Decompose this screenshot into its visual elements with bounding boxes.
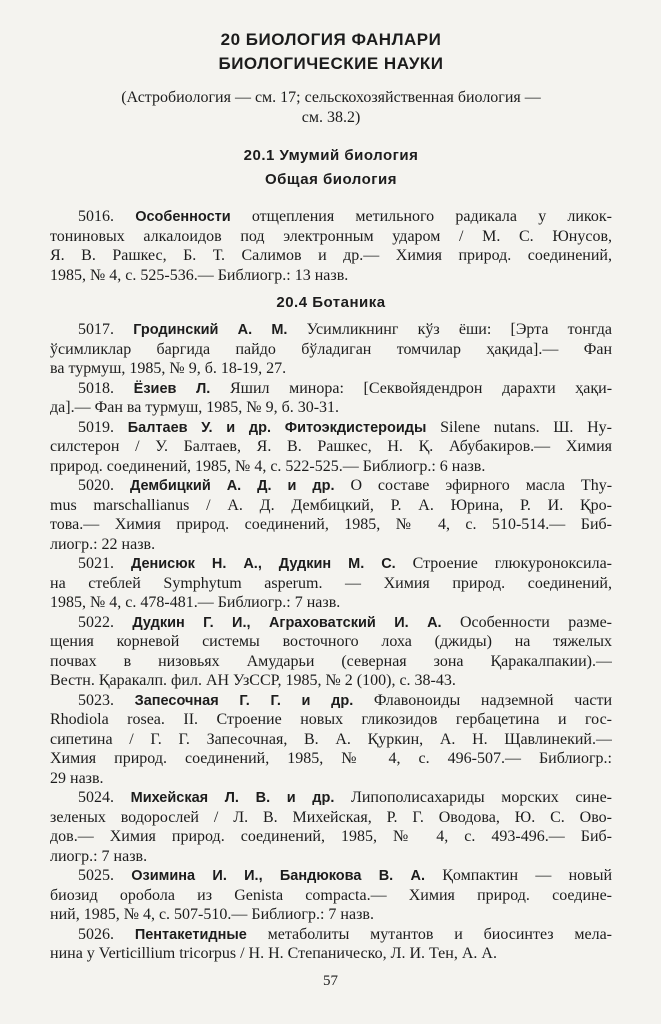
entry-author-bold: Пентакетидные [134,926,247,943]
entry-text: Флавоноиды надземной части [373,691,612,709]
entry-text: О составе эфирного масла Thy- [350,477,612,494]
entry-line [50,554,612,574]
entry-line: ний, 1985, № 4, с. 507-510.— Библиогр.: 7 назв. [50,906,374,923]
entry-author-bold: Ёзиев Л. [133,380,211,397]
page-number: 57 [323,973,338,989]
entry-line: биозид оробола из Genista compacta.— Химия природ. соедине- [50,886,612,904]
bibliography-entry [50,554,612,613]
entry-author-bold: Михейская Л. В. и др. [130,790,335,806]
entry-line: нина у Verticillium tricorpus / Н. Н. Степаническо, Л. И. Тен, А. А. [50,945,497,962]
entry-author-bold: Денисюк Н. А., Дудкин М. С. [130,556,396,572]
entry-line: лиогр.: 7 назв. [50,847,148,865]
bibliography-entry [50,320,612,379]
entry-text: Особенности разме- [460,613,612,631]
entry-line [50,320,612,340]
entry-line: дов.— Химия природ. соединений, 1985, № 4, с. 493-496.— Биб- [50,828,612,845]
bibliography-entry-5016 [50,207,612,285]
entry-number: 5021. [78,555,114,572]
entry-number: 5022. [78,613,114,631]
entry-line: на стеблей Symphytum asperum. — Химия природ. соединений, [50,574,612,592]
entry-text: метаболиты мутантов и биосинтез мела- [267,925,612,943]
entry-number: 5020. [78,477,114,494]
entry-number: 5017. [78,321,114,338]
entry-line: ва турмуш, 1985, № 9, б. 18-19, 27. [50,360,287,377]
entry-line: това.— Химия природ. соединений, 1985, № 4, с. 510-514.— Биб- [50,516,612,533]
bibliography-entry [50,476,612,554]
entry-number: 5024. [78,789,114,806]
entry-title-bold: Особенности [135,209,231,225]
bibliography-list [50,320,612,964]
bibliography-entry [50,379,612,418]
entry-line: Я. В. Рашкес, Б. Т. Салимов и др.— Химия природ. соединений, [50,247,612,264]
entry-text: Яшил минора: [Секвойядендрон дарахти ҳақи- [229,379,612,397]
entry-line: щения корневой системы восточного лоха (джиды) на тяжелых [50,633,612,650]
cross-reference [50,88,612,128]
entry-number: 5018. [78,379,114,397]
entry-number: 5026. [78,925,114,943]
entry-line [50,925,612,945]
entry-author-bold: Запесочная Г. Г. и др. [134,692,354,709]
entry-line [50,788,612,808]
entry-line [50,418,612,438]
bibliography-entry [50,788,612,866]
entry-line: да].— Фан ва турмуш, 1985, № 9, б. 30-31. [50,399,340,416]
entry-author-bold: Дембицкий А. Д. и др. [129,478,335,494]
entry-number: 5019. [78,418,114,436]
chapter-title-russian: БИОЛОГИЧЕСКИЕ НАУКИ [218,54,444,73]
section-title-botany: 20.4 Ботаника [276,294,386,311]
entry-text: Усимликнинг кўз ёши: [Эрта тонгда [306,321,612,338]
cross-reference-line: (Астробиология — см. 17; сельскохозяйственная биология — [121,89,541,106]
entry-text: Строение глюкуроноксила- [412,555,612,572]
entry-line: 1985, № 4, с. 525-536.— Библиогр.: 13 назв. [50,266,349,284]
entry-line: ўсимликлар баргида пайдо бўладиган томчилар ҳақида].— Фан [50,340,612,358]
entry-line [50,207,612,227]
entry-line: 29 назв. [50,769,104,787]
chapter-title-uzbek: 20 БИОЛОГИЯ ФАНЛАРИ [220,30,442,49]
section-title-uzbek: 20.1 Умумий биология [243,147,419,164]
entry-line: Химия природ. соединений, 1985, № 4, с. 496-507.— Библиогр.: [50,750,612,767]
bibliography-entry [50,418,612,477]
bibliography-entry [50,691,612,789]
entry-number: 5016. [78,208,114,225]
entry-line: 1985, № 4, с. 478-481.— Библиогр.: 7 назв. [50,594,341,611]
cross-reference-line: см. 38.2) [301,109,361,126]
entry-line: лиогр.: 22 назв. [50,535,156,553]
entry-line: сипетина / Г. Г. Запесочная, В. А. Қуркин, А. Н. Щавлинекий.— [50,730,612,748]
entry-line [50,691,612,711]
entry-line: силстерон / У. Балтаев, Я. В. Рашкес, Н. Қ. Абубакиров.— Химия [50,438,612,455]
entry-author-bold: Дудкин Г. И., Аграховатский И. А. [132,614,442,631]
section-title-russian: Общая биология [264,171,398,188]
entry-line [50,476,612,496]
entry-number: 5023. [78,691,114,709]
entry-line [50,613,612,633]
entry-line: природ. соединений, 1985, № 4, с. 522-525.— Библиогр.: 6 назв. [50,457,486,475]
entry-line [50,379,612,399]
entry-line: зеленых водорослей / Л. В. Михейская, Р. Г. Оводова, Ю. С. Ово- [50,808,612,826]
entry-text: Silene nutans. Ш. Ну- [440,418,612,436]
entry-line: почвах в низовьях Амударьи (северная зона Қаракалпакии).— [50,652,612,670]
entry-text: отщепления метильного радикала у ликок- [251,208,612,225]
bibliography-entry [50,866,612,925]
entry-line: Вестн. Қаракалп. фил. АН УзССР, 1985, № 2 (100), с. 38-43. [50,672,456,689]
entry-author-bold: Озимина И. И., Бандюкова В. А. [131,868,425,884]
entry-text: Липополисахариды морских сине- [350,789,612,806]
entry-number: 5025. [78,867,114,884]
entry-line: Rhodiola rosea. II. Строение новых гликозидов гербацетина и гос- [50,711,612,728]
bibliography-entry [50,925,612,964]
entry-text: Қомпактин — новый [442,867,612,884]
document-page [50,28,612,964]
entry-line [50,866,612,886]
entry-line: тониновых алкалоидов под электронным ударом / М. С. Юнусов, [50,227,612,245]
entry-author-bold: Гродинский А. М. [133,322,288,338]
entry-line: mus marschallianus / А. Д. Дембицкий, Р. А. Юрина, Р. И. Қро- [50,496,612,514]
bibliography-entry [50,613,612,691]
entry-author-bold: Балтаев У. и др. Фитоэкдистероиды [127,419,427,436]
